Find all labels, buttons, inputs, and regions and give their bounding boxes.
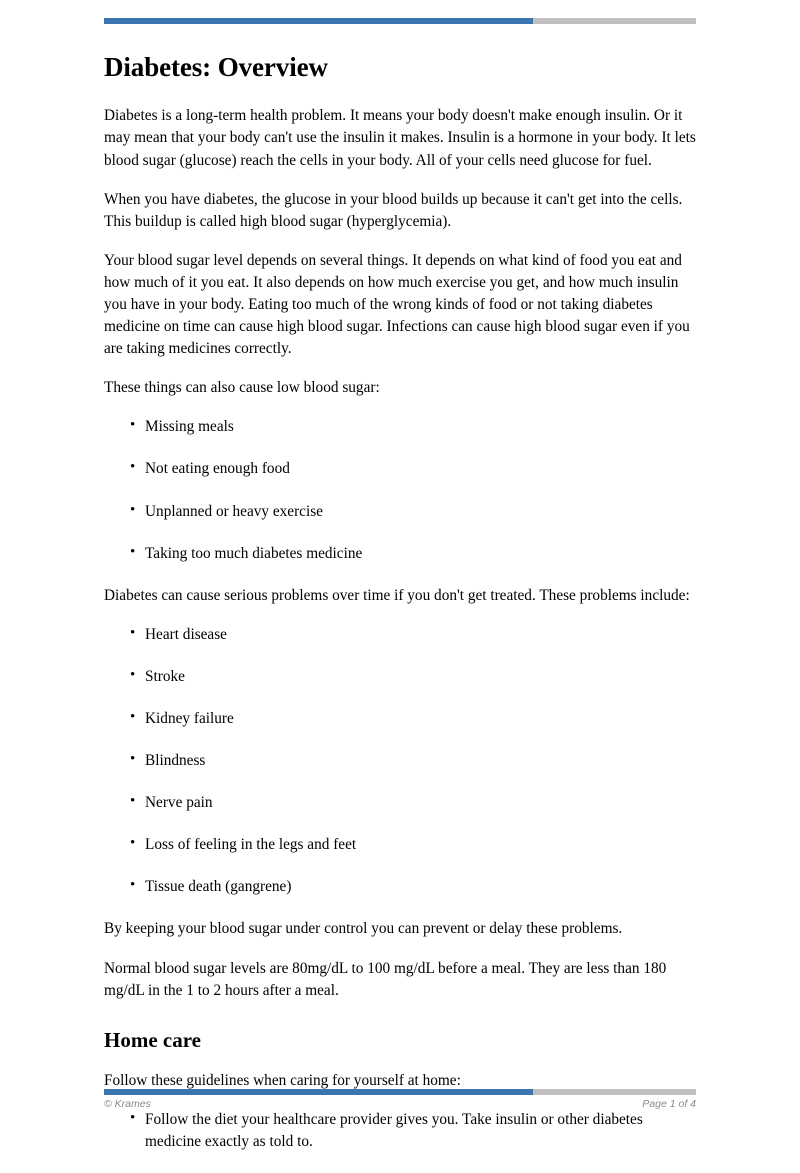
section-heading-home-care: Home care [104,1027,201,1052]
list-item: • Taking too much diabetes medicine [104,543,696,565]
footer-rule [104,1089,696,1095]
list-item: • Stroke [104,666,696,688]
header-rule [104,18,696,24]
paragraph-prevention: By keeping your blood sugar under control you can prevent or delay these problems. [104,920,623,938]
serious-problems-intro: Diabetes can cause serious problems over time if you don't get treated. These problems include: [104,586,690,604]
list-item: • Nerve pain [104,792,696,814]
paragraph-intro: Diabetes is a long-term health problem. It means your body doesn't make enough insulin. Or it may mean that your body can't use the insulin it makes. Insulin is a hormone in your body. It lets blood sugar (glucose) reach the cells in your body. All of your cells need glucose for fuel. [104,107,696,169]
home-care-list [104,1109,696,1153]
list-item: • Missing meals [104,416,696,438]
page-title: Diabetes: Overview [104,52,328,82]
document-content [104,52,696,1173]
page-number: Page 1 of 4 [642,1098,696,1110]
low-blood-sugar-intro: These things can also cause low blood sugar: [104,379,380,397]
serious-problems-list [104,624,696,899]
list-item: • Not eating enough food [104,458,696,480]
list-item: • Unplanned or heavy exercise [104,501,696,523]
footer-rule-blue-segment [104,1089,533,1095]
copyright-notice: © Krames [104,1098,151,1110]
header-rule-gray-segment [533,18,696,24]
list-item: • Blindness [104,750,696,772]
footer-rule-gray-segment [533,1089,696,1095]
list-item: • Heart disease [104,624,696,646]
paragraph-blood-sugar-factors: Your blood sugar level depends on several things. It depends on what kind of food you eat and how much of it you eat. It also depends on how much exercise you get, and how much insulin you have in your body. Eating too much of the wrong kinds of food or not taking diabetes medicine on time can cause high blood sugar. Infections can cause high blood sugar even if you are taking medicines correctly. [104,251,690,358]
list-item: • Loss of feeling in the legs and feet [104,834,696,856]
list-item: • Kidney failure [104,708,696,730]
low-blood-sugar-causes-list [104,416,696,564]
header-rule-blue-segment [104,18,533,24]
page-footer [104,1098,696,1110]
paragraph-normal-levels: Normal blood sugar levels are 80mg/dL to 100 mg/dL before a meal. They are less than 180 mg/dL in the 1 to 2 hours after a meal. [104,959,667,999]
paragraph-hyperglycemia: When you have diabetes, the glucose in your blood builds up because it can't get into the cells. This buildup is called high blood sugar (hyperglycemia). [104,190,683,230]
home-care-intro: Follow these guidelines when caring for yourself at home: [104,1071,461,1089]
list-item: • Tissue death (gangrene) [104,876,696,898]
list-item: • Follow the diet your healthcare provider gives you. Take insulin or other diabetes medicine exactly as told to. [104,1109,696,1153]
